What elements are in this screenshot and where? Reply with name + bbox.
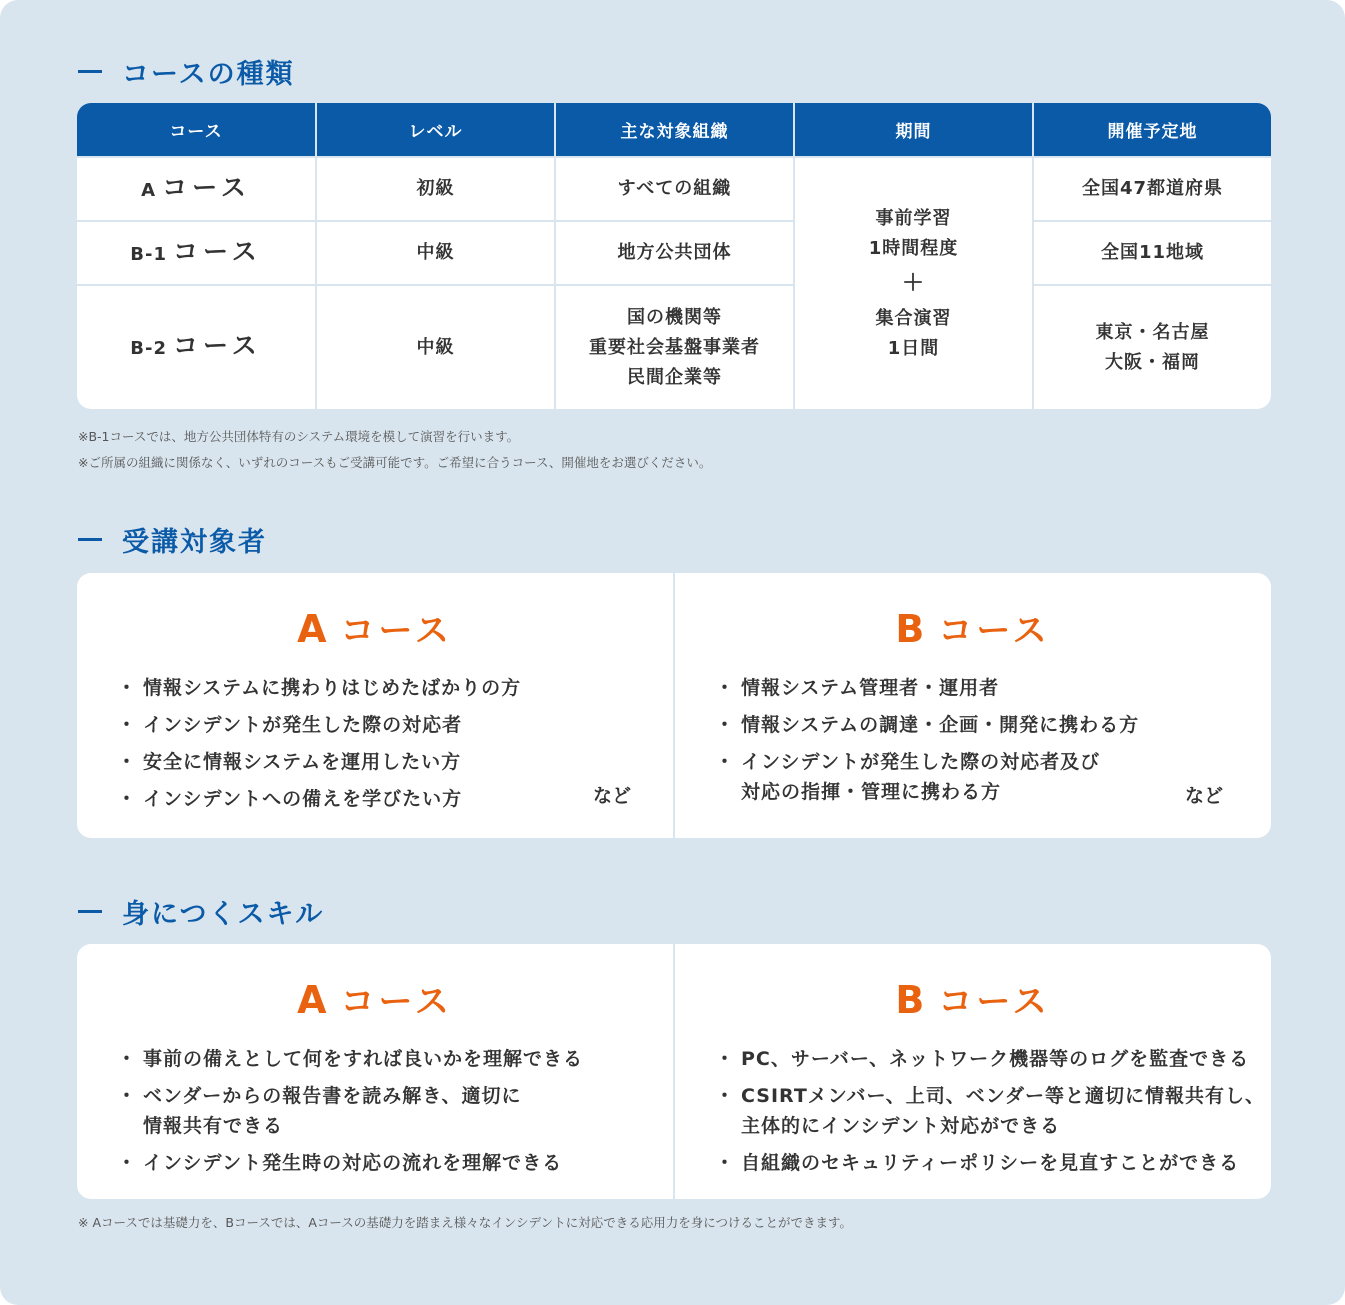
org-cell: 地方公共団体 (555, 221, 794, 285)
list-item: ・ 情報システム管理者・運用者 (675, 673, 1271, 703)
etc-label: など (1184, 785, 1223, 807)
table-header-row (77, 103, 1271, 157)
level-cell: 初級 (316, 157, 555, 221)
section-title: 身につくスキル (122, 899, 325, 930)
table-row (77, 221, 1271, 285)
place-cell: 全国11地域 (1033, 221, 1271, 285)
period-cell: 事前学習 1時間程度 ＋ 集合演習 1日間 (794, 157, 1033, 409)
heading-dash-icon (78, 70, 102, 73)
section-heading-target (78, 520, 267, 559)
level-cell: 中級 (316, 285, 555, 409)
list-item: ・ 情報システムに携わりはじめたばかりの方 (77, 673, 673, 703)
skills-a-list (77, 1044, 673, 1178)
target-card (77, 573, 1271, 838)
list-item: ・ 自組織のセキュリティーポリシーを見直すことができる (675, 1148, 1271, 1178)
table-row (77, 157, 1271, 221)
course-name-cell: A コース (77, 157, 316, 221)
section-heading-course-types (78, 52, 295, 91)
target-a-list (77, 673, 673, 814)
list-item: ・ インシデントが発生した際の対応者及び 対応の指揮・管理に携わる方 (675, 747, 1271, 807)
header-period: 期間 (794, 103, 1033, 157)
header-org: 主な対象組織 (555, 103, 794, 157)
plus-icon: ＋ (901, 270, 925, 296)
section-title: 受講対象者 (122, 527, 267, 558)
etc-label: など (592, 785, 631, 807)
list-item: ・ ベンダーからの報告書を読み解き、適切に 情報共有できる (77, 1081, 673, 1141)
org-cell: すべての組織 (555, 157, 794, 221)
table-notes (78, 424, 711, 476)
place-cell: 東京・名古屋 大阪・福岡 (1033, 285, 1271, 409)
header-place: 開催予定地 (1033, 103, 1271, 157)
heading-dash-icon (78, 538, 102, 541)
note-line: ※B-1コースでは、地方公共団体特有のシステム環境を模して演習を行います。 (78, 429, 520, 444)
list-item: ・ インシデント発生時の対応の流れを理解できる (77, 1148, 673, 1178)
card-title: B コース (895, 978, 1051, 1022)
heading-dash-icon (78, 910, 102, 913)
list-item: ・ 安全に情報システムを運用したい方 (77, 747, 673, 777)
list-item: ・ PC、サーバー、ネットワーク機器等のログを監査できる (675, 1044, 1271, 1074)
course-name-cell: B-2 コース (77, 285, 316, 409)
place-cell: 全国47都道府県 (1033, 157, 1271, 221)
course-table (77, 103, 1271, 409)
section-heading-skills (78, 892, 324, 931)
header-level: レベル (316, 103, 555, 157)
card-title: B コース (895, 607, 1051, 651)
course-name-cell: B-1 コース (77, 221, 316, 285)
list-item: ・ CSIRTメンバー、上司、ベンダー等と適切に情報共有し、 主体的にインシデント対応ができる (675, 1081, 1271, 1141)
bottom-note: ※ Aコースでは基礎力を、Bコースでは、Aコースの基礎力を踏まえ様々なインシデントに対応できる応用力を身につけることができます。 (78, 1215, 852, 1230)
level-cell: 中級 (316, 221, 555, 285)
target-a-column (77, 573, 673, 838)
list-item: ・ 事前の備えとして何をすれば良いかを理解できる (77, 1044, 673, 1074)
header-course: コース (77, 103, 316, 157)
list-item: ・ インシデントへの備えを学びたい方 (77, 784, 673, 814)
list-item: ・ 情報システムの調達・企画・開発に携わる方 (675, 710, 1271, 740)
target-b-column (673, 573, 1271, 838)
card-title: A コース (297, 978, 453, 1022)
skills-b-column (673, 944, 1271, 1199)
skills-card (77, 944, 1271, 1199)
skills-a-column (77, 944, 673, 1199)
table-row (77, 285, 1271, 409)
org-cell: 国の機関等 重要社会基盤事業者 民間企業等 (555, 285, 794, 409)
note-line: ※ご所属の組織に関係なく、いずれのコースもご受講可能です。ご希望に合うコース、開催地をお選びください。 (78, 455, 712, 470)
list-item: ・ インシデントが発生した際の対応者 (77, 710, 673, 740)
section-title: コースの種類 (122, 59, 295, 90)
skills-b-list (675, 1044, 1271, 1178)
card-title: A コース (297, 607, 453, 651)
target-b-list (675, 673, 1271, 807)
